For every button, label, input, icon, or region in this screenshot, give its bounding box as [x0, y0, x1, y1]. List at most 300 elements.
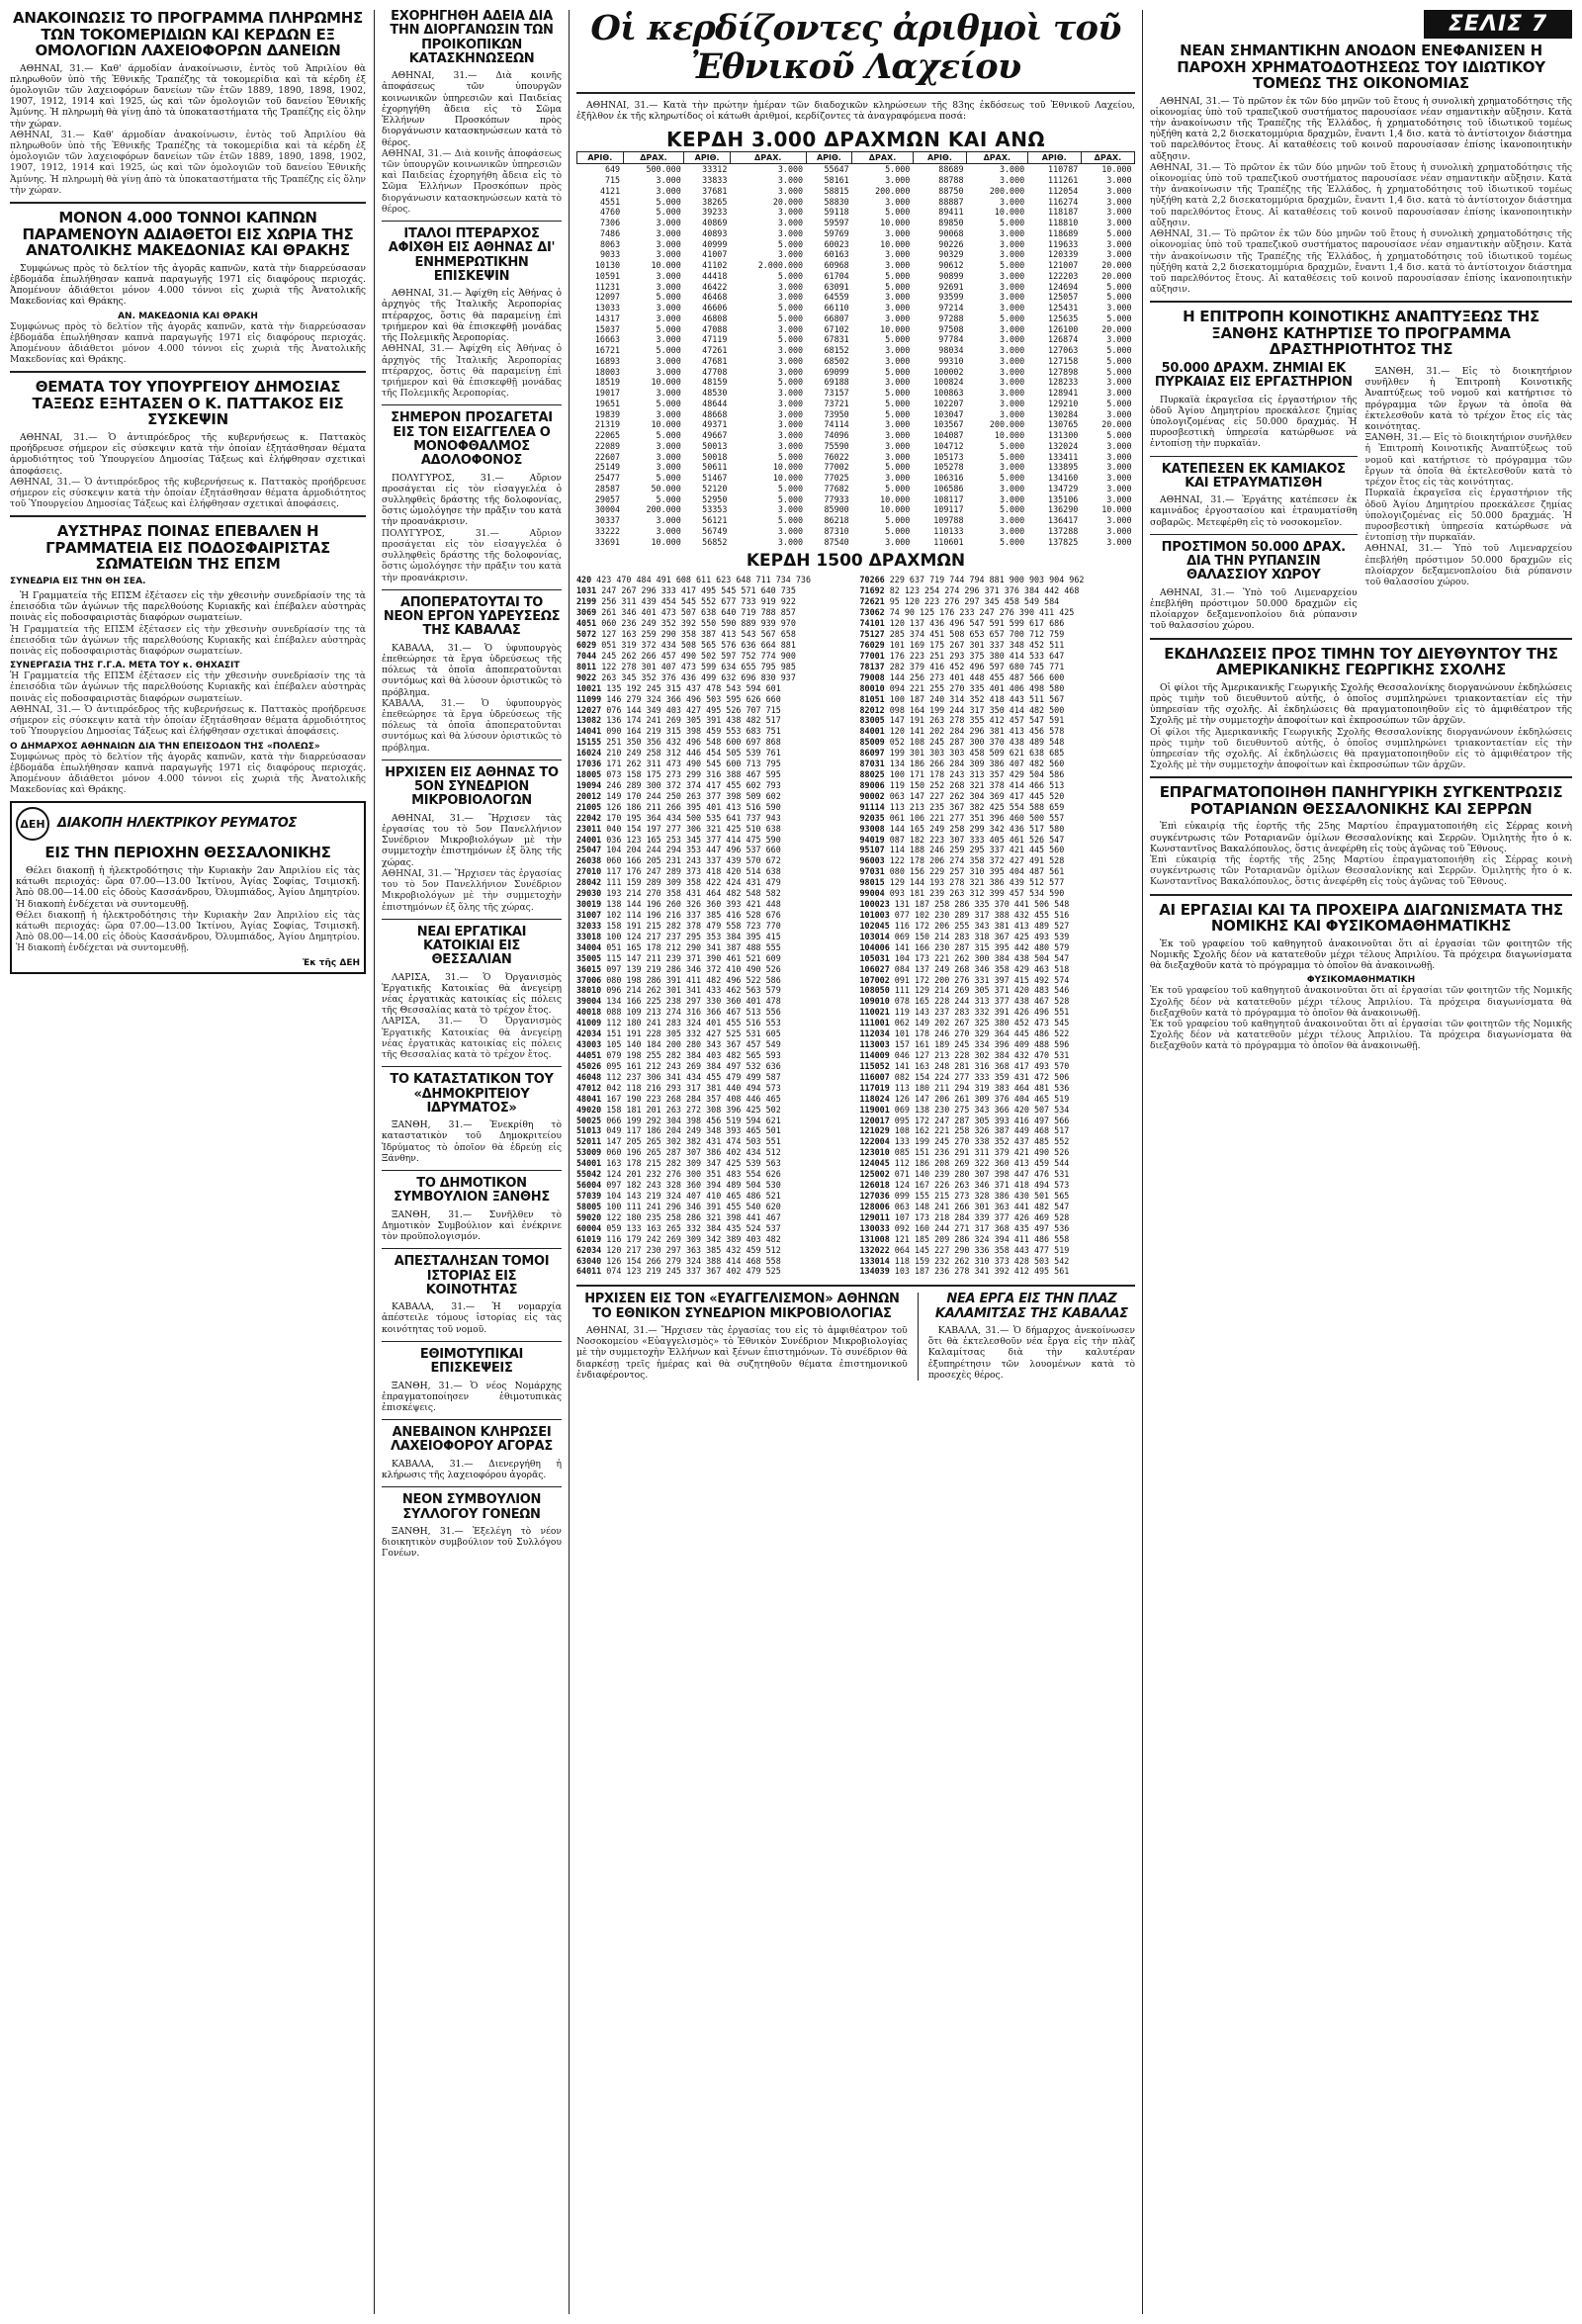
table-cell: 19651 [594, 398, 621, 408]
table-cell: 128941 [1048, 388, 1079, 399]
table-cell: 649 [604, 164, 621, 175]
table-cell: 130284 [1048, 408, 1079, 419]
table-cell: 5.000 [885, 483, 911, 493]
table-cell: 66807 [824, 313, 849, 323]
table-cell: 127063 [1048, 345, 1079, 356]
prize-table [576, 151, 1135, 547]
number-line: 127036 099 155 215 273 328 386 430 501 565 [859, 1190, 1070, 1201]
number-line: 100023 131 187 258 286 335 370 441 506 548 [859, 899, 1070, 910]
number-line: 50025 066 199 292 304 398 456 519 594 621 [576, 1115, 781, 1125]
table-cell: 55647 [824, 164, 849, 175]
number-line: 52011 147 205 265 302 382 431 474 503 551 [576, 1136, 781, 1147]
table-row [577, 271, 1135, 282]
number-line: 124045 112 186 208 269 322 360 413 459 544 [859, 1158, 1070, 1169]
table-cell: 10.000 [772, 462, 804, 473]
table-cell: 49667 [702, 430, 728, 441]
table-cell: 3.000 [656, 525, 681, 536]
table-cell: 22607 [594, 451, 621, 462]
table-cell: 5.000 [777, 238, 804, 249]
number-line: 56004 097 182 243 328 360 394 489 504 530 [576, 1180, 781, 1191]
table-cell: 200.000 [989, 185, 1025, 196]
table-cell: 3.000 [777, 355, 804, 366]
lottery-heading-1500: ΚΕΡΔΗ 1500 ΔΡΑΧΜΩΝ [746, 551, 966, 572]
number-line: 60004 059 133 163 265 332 384 435 524 537 [576, 1222, 781, 1233]
table-cell: 59769 [824, 227, 849, 238]
table-cell: 3.000 [999, 525, 1025, 536]
headline-fell: ΚΑΤΕΠΕΣΕΝ ΕΚ ΚΑΜΙΑΚΟΣ ΚΑΙ ΕΤΡΑΥΜΑΤΙΣΘΗ [1161, 461, 1346, 491]
table-cell: 715 [604, 175, 621, 186]
table-cell: 3.000 [656, 451, 681, 462]
table-row [577, 356, 1135, 367]
headline-parents-association: ΝΕΟΝ ΣΥΜΒΟΥΛΙΟΝ ΣΥΛΛΟΓΟΥ ΓΟΝΕΩΝ [401, 1492, 542, 1522]
prize-table-header: ΔΡΑΧ. [1081, 152, 1134, 164]
table-cell: 127158 [1048, 355, 1079, 366]
table-cell: 46422 [702, 281, 728, 292]
table-cell: 5.000 [777, 515, 804, 526]
table-row [577, 419, 1135, 430]
table-cell: 85900 [824, 504, 849, 515]
number-line: 129011 107 173 218 284 339 377 426 469 528 [859, 1211, 1070, 1222]
lottery-heading-3000: ΚΕΡΔΗ 3.000 ΔΡΑΧΜΩΝ ΚΑΙ ΑΝΩ [666, 128, 1045, 152]
table-cell: 3.000 [1106, 451, 1132, 462]
table-cell: 38265 [702, 196, 728, 207]
prize-table-header: ΔΡΑΧ. [852, 152, 914, 164]
table-cell: 30337 [594, 515, 621, 526]
number-line: 30019 138 144 196 260 326 360 393 421 448 [576, 899, 781, 910]
table-cell: 3.000 [1106, 218, 1132, 228]
table-cell: 121007 [1048, 260, 1079, 271]
number-line: 93008 144 165 249 258 299 342 436 517 580 [859, 823, 1065, 834]
number-line: 92035 061 106 221 277 351 396 460 500 557 [859, 812, 1065, 823]
table-cell: 5.000 [1106, 355, 1132, 366]
number-line: 126018 124 167 226 263 346 371 418 494 573 [859, 1180, 1070, 1191]
table-cell: 200.000 [989, 419, 1025, 430]
table-cell: 52950 [702, 493, 728, 504]
column-divider [1142, 10, 1143, 2314]
table-cell: 3.000 [885, 440, 911, 451]
table-cell: 47681 [702, 355, 728, 366]
table-cell: 3.000 [885, 536, 911, 547]
table-cell: 3.000 [999, 281, 1025, 292]
number-line: 49020 158 181 201 263 272 308 396 425 502 [576, 1104, 781, 1115]
table-cell: 3.000 [777, 249, 804, 260]
table-row [577, 452, 1135, 463]
table-cell: 3.000 [656, 249, 681, 260]
table-cell: 3.000 [999, 408, 1025, 419]
table-row [577, 249, 1135, 260]
number-line: 31007 102 114 196 216 337 385 416 528 676 [576, 910, 781, 921]
prize-table-header: ΔΡΑΧ. [967, 152, 1028, 164]
table-row [577, 367, 1135, 378]
number-line: 26038 060 166 205 231 243 337 439 570 672 [576, 855, 781, 866]
table-cell: 28587 [594, 483, 621, 493]
table-cell: 109788 [933, 515, 964, 526]
table-cell: 33833 [702, 175, 728, 186]
table-cell: 500.000 [646, 164, 681, 175]
table-cell: 104087 [933, 430, 964, 441]
table-cell: 67102 [824, 323, 849, 334]
table-cell: 5.000 [999, 440, 1025, 451]
table-cell: 33312 [702, 164, 728, 175]
number-line: 134039 103 187 236 278 341 392 412 495 561 [859, 1266, 1070, 1277]
number-line: 37006 080 198 286 391 411 482 496 522 586 [576, 974, 781, 985]
table-cell: 58815 [824, 185, 849, 196]
table-row [577, 441, 1135, 452]
table-cell: 3.000 [885, 451, 911, 462]
number-line: 101003 077 102 230 289 317 388 432 455 516 [859, 910, 1070, 921]
number-line: 86097 199 301 303 303 458 509 621 638 685 [859, 748, 1065, 759]
number-line: 90002 063 147 227 262 304 369 417 445 520 [859, 790, 1065, 801]
table-row [577, 537, 1135, 548]
number-line: 119001 069 138 230 275 343 366 420 507 534 [859, 1104, 1070, 1115]
table-cell: 3.000 [1106, 525, 1132, 536]
table-cell: 3.000 [999, 334, 1025, 345]
headline-fire: 50.000 ΔΡΑΧΜ. ΖΗΜΙΑΙ ΕΚ ΠΥΡΚΑΙΑΣ ΕΙΣ ΕΡΓΑΣΤΗΡΙΟΝ [1154, 360, 1353, 391]
table-cell: 109117 [933, 504, 964, 515]
table-cell: 3.000 [777, 175, 804, 186]
table-cell: 130765 [1048, 419, 1079, 430]
table-row [577, 228, 1135, 239]
table-cell: 5.000 [885, 525, 911, 536]
number-line: 61019 116 179 242 269 309 342 389 403 482 [576, 1233, 781, 1244]
table-cell: 3.000 [999, 238, 1025, 249]
table-cell: 3.000 [999, 292, 1025, 303]
table-cell: 73950 [824, 408, 849, 419]
number-line: 81051 100 187 240 314 352 418 443 511 567 [859, 693, 1065, 704]
table-cell: 200.000 [646, 504, 681, 515]
table-row [577, 377, 1135, 388]
table-cell: 3.000 [885, 473, 911, 484]
number-line: 32033 158 191 215 282 378 479 558 723 770 [576, 920, 781, 931]
table-cell: 5.000 [656, 323, 681, 334]
table-cell: 3.000 [1106, 196, 1132, 207]
table-cell: 3.000 [777, 185, 804, 196]
table-row [577, 494, 1135, 505]
table-cell: 106586 [933, 483, 964, 493]
number-line: 83005 147 191 263 278 355 412 457 547 591 [859, 715, 1065, 726]
table-cell: 3.000 [885, 249, 911, 260]
number-line: 125002 071 140 239 280 307 398 447 476 531 [859, 1169, 1070, 1180]
number-line: 80010 094 221 255 270 335 401 406 498 580 [859, 682, 1065, 693]
table-cell: 37681 [702, 185, 728, 196]
power-cut-region: ΕΙΣ ΤΗΝ ΠΕΡΙΟΧΗΝ ΘΕΣΣΑΛΟΝΙΚΗΣ [44, 844, 331, 862]
table-cell: 10.000 [772, 473, 804, 484]
prize-table-header: ΑΡΙΘ. [684, 152, 731, 164]
table-row [577, 409, 1135, 420]
number-line: 120017 095 172 247 287 305 393 416 497 566 [859, 1115, 1070, 1125]
number-line: 133014 118 159 232 262 310 373 428 503 542 [859, 1255, 1070, 1266]
table-cell: 50013 [702, 440, 728, 451]
table-cell: 48668 [702, 408, 728, 419]
headline-law-exams: ΑΙ ΕΡΓΑΣΙΑΙ ΚΑΙ ΤΑ ΠΡΟΧΕΙΡΑ ΔΙΑΓΩΝΙΣΜΑΤΑ ΤΗΣ ΝΟΜΙΚΗΣ ΚΑΙ ΦΥΣΙΚΟΜΑΘΗΜΑΤΙΚΗΣ [1159, 900, 1563, 936]
number-line: 94019 087 182 223 307 333 405 461 526 547 [859, 834, 1065, 845]
number-line: 10021 135 192 245 315 437 478 543 594 601 [576, 682, 781, 693]
number-line: 85009 052 108 245 287 300 370 438 489 548 [859, 737, 1065, 748]
table-cell: 5.000 [1106, 430, 1132, 441]
table-cell: 5.000 [1106, 227, 1132, 238]
table-cell: 3.000 [1106, 440, 1132, 451]
headline-public-order: ΘΕΜΑΤΑ ΤΟΥ ΥΠΟΥΡΓΕΙΟΥ ΔΗΜΟΣΙΑΣ ΤΑΞΕΩΣ ΕΞΗΤΑΣΕΝ Ο Κ. ΠΑΤΤΑΚΟΣ ΕΙΣ ΣΥΣΚΕΨΙΝ [32, 378, 344, 429]
table-cell: 5.000 [885, 398, 911, 408]
number-line: 105031 104 173 221 262 300 384 438 504 547 [859, 952, 1070, 963]
table-cell: 3.000 [777, 164, 804, 175]
table-cell: 3.000 [1106, 536, 1132, 547]
table-cell: 3.000 [777, 536, 804, 547]
table-cell: 50.000 [651, 483, 681, 493]
number-line: 15155 251 350 356 432 496 548 600 697 868 [576, 737, 781, 748]
lottery-masthead: Οἱ κερδίζοντες ἀριθμοὶ τοῦ Ἐθνικοῦ Λαχείου [590, 10, 1121, 87]
subhead-session: ΣΥΝΕΔΡΙΑ ΕΙΣ ΤΗΝ ΘΗ ΣΕΑ. [10, 576, 146, 586]
table-cell: 3.000 [777, 408, 804, 419]
headline-municipal-council: ΤΟ ΔΗΜΟΤΙΚΟΝ ΣΥΜΒΟΥΛΙΟΝ ΞΑΝΘΗΣ [394, 1176, 550, 1206]
table-cell: 47261 [702, 345, 728, 356]
table-cell: 5.000 [656, 345, 681, 356]
table-cell: 25477 [594, 473, 621, 484]
table-cell: 59118 [824, 207, 849, 218]
headline-lottery-market: ΑΝΕΒΑΙΝΟΝ ΚΛΗΡΩΣΕΙ ΛΑΧΕΙΟΦΟΡΟΥ ΑΓΟΡΑΣ [390, 1425, 553, 1455]
table-cell: 16893 [594, 355, 621, 366]
number-line: 6029 051 319 372 434 508 565 576 636 664 881 [576, 639, 796, 650]
table-cell: 69099 [824, 366, 849, 377]
table-cell: 134160 [1048, 473, 1079, 484]
number-line: 38010 096 214 262 301 341 433 462 563 579 [576, 985, 781, 996]
table-cell: 46808 [702, 313, 728, 323]
table-cell: 46468 [702, 292, 728, 303]
table-cell: 135106 [1048, 493, 1079, 504]
table-cell: 10.000 [880, 493, 911, 504]
table-cell: 3.000 [1106, 408, 1132, 419]
number-line: 132022 064 145 227 290 336 358 443 477 519 [859, 1244, 1070, 1255]
number-line: 115052 141 163 248 281 316 368 417 493 570 [859, 1060, 1070, 1071]
number-line: 114009 046 127 213 228 302 384 432 470 531 [859, 1050, 1070, 1060]
table-cell: 118689 [1048, 227, 1079, 238]
number-line: 20012 149 170 244 250 263 377 398 509 602 [576, 790, 781, 801]
table-row [577, 484, 1135, 494]
table-cell: 99310 [938, 355, 964, 366]
table-cell: 118810 [1048, 218, 1079, 228]
table-cell: 47088 [702, 323, 728, 334]
number-line: 4051 060 236 249 352 392 550 590 889 939 970 [576, 618, 796, 629]
table-cell: 53353 [702, 504, 728, 515]
table-row [577, 504, 1135, 515]
headline-rotary: ΕΠΡΑΓΜΑΤΟΠΟΙΗΘΗ ΠΑΝΗΓΥΡΙΚΗ ΣΥΓΚΕΝΤΡΩΣΙΣ ΡΟΤΑΡΙΑΝΩΝ ΘΕΣΣΑΛΟΝΙΚΗΣ ΚΑΙ ΣΕΡΡΩΝ [1159, 783, 1563, 818]
table-cell: 18519 [594, 377, 621, 388]
table-row [577, 207, 1135, 218]
table-cell: 3.000 [999, 462, 1025, 473]
table-cell: 48644 [702, 398, 728, 408]
prize-table-header: ΑΡΙΘ. [1027, 152, 1081, 164]
table-row [577, 334, 1135, 345]
table-cell: 73157 [824, 388, 849, 399]
table-cell: 56749 [702, 525, 728, 536]
table-row [577, 526, 1135, 537]
table-row [577, 164, 1135, 175]
table-cell: 128233 [1048, 377, 1079, 388]
table-cell: 3.000 [777, 419, 804, 430]
table-cell: 100863 [933, 388, 964, 399]
table-cell: 126100 [1048, 323, 1079, 334]
table-cell: 47119 [702, 334, 728, 345]
table-cell: 5.000 [656, 292, 681, 303]
number-line: 11099 146 279 324 366 496 503 595 626 660 [576, 693, 781, 704]
table-cell: 41102 [702, 260, 728, 271]
table-cell: 200.000 [875, 185, 911, 196]
table-row [577, 388, 1135, 399]
table-row [577, 324, 1135, 335]
table-cell: 133411 [1048, 451, 1079, 462]
table-cell: 3.000 [999, 366, 1025, 377]
number-line: 64011 074 123 219 245 337 367 402 479 525 [576, 1266, 781, 1277]
table-cell: 5.000 [999, 313, 1025, 323]
table-cell: 41007 [702, 249, 728, 260]
article-public-order: ΑΘΗΝΑΙ, 31.— Ὁ ἀντιπρόεδρος τῆς κυβερνήσεως κ. Παττακὸς προήδρευσε σήμερον εἰς σύσκεψιν κατὰ τὴν ὁποίαν ἐξητάσθησαν θέματα ἁρμοδιότητος τοῦ Ὑπουργείου Δημοσίας Τάξεως καὶ ἐλήφθησαν σχετικαὶ ἀποφάσεις. [10, 431, 366, 477]
table-cell: 3.000 [1106, 388, 1132, 399]
headline-democritus: ΤΟ ΚΑΤΑΣΤΑΤΙΚΟΝ ΤΟΥ «ΔΗΜΟΚΡΙΤΕΙΟΥ ΙΔΡΥΜΑΤΟΣ» [390, 1072, 554, 1116]
headline-football-penalties: ΑΥΣΤΗΡΑΣ ΠΟΙΝΑΣ ΕΠΕΒΑΛΕΝ Η ΓΡΑΜΜΑΤΕΙΑ ΕΙΣ ΠΟΔΟΣΦΑΙΡΙΣΤΑΣ ΣΩΜΑΤΕΙΩΝ ΤΗΣ ΕΠΣΜ [45, 522, 330, 574]
table-cell: 5.000 [999, 473, 1025, 484]
number-line: 111001 062 149 202 267 325 380 452 473 545 [859, 1018, 1070, 1028]
table-cell: 60163 [824, 249, 849, 260]
table-cell: 3.000 [999, 270, 1025, 281]
table-row [577, 430, 1135, 441]
number-line: 109010 078 165 228 244 313 377 438 467 528 [859, 996, 1070, 1007]
subhead-macedonia-thrace: ΑΝ. ΜΑΚΕΔΟΝΙΑ ΚΑΙ ΘΡΑΚΗ [118, 311, 258, 321]
table-cell: 5.000 [656, 196, 681, 207]
number-line: 35005 115 147 211 239 371 390 461 521 609 [576, 952, 781, 963]
table-cell: 3.000 [656, 366, 681, 377]
table-cell: 3.000 [885, 345, 911, 356]
table-cell: 3.000 [777, 388, 804, 399]
table-row [577, 239, 1135, 250]
page-number-logo: ΣΕΛΙΣ 7 [1424, 10, 1572, 39]
power-cut-title: ΔΙΑΚΟΠΗ ΗΛΕΚΤΡΙΚΟΥ ΡΕΥΜΑΤΟΣ [57, 816, 298, 832]
table-cell: 5.000 [656, 398, 681, 408]
table-cell: 10.000 [880, 504, 911, 515]
table-cell: 10.000 [1101, 164, 1132, 175]
table-cell: 77682 [824, 483, 849, 493]
number-line: 51013 049 117 186 204 249 348 393 465 501 [576, 1125, 781, 1136]
table-cell: 3.000 [999, 175, 1025, 186]
number-line: 122004 133 199 245 270 338 352 437 485 552 [859, 1136, 1070, 1147]
table-cell: 5.000 [777, 334, 804, 345]
number-line: 22042 170 195 364 434 500 535 641 737 943 [576, 812, 781, 823]
table-cell: 10.000 [880, 238, 911, 249]
table-cell: 98034 [938, 345, 964, 356]
number-line: 7044 245 262 266 457 490 502 597 752 774 900 [576, 650, 796, 661]
table-cell: 5.000 [656, 493, 681, 504]
table-cell: 5.000 [885, 281, 911, 292]
deh-logo: ΔΕΗ [16, 807, 49, 841]
article-evangelismos: ΗΡΧΙΣΕΝ ΕΙΣ ΤΟΝ «ΕΥΑΓΓΕΛΙΣΜΟΝ» ΑΘΗΝΩΝ ΤΟ ΕΘΝΙΚΟΝ ΣΥΝΕΔΡΙΟΝ ΜΙΚΡΟΒΙΟΛΟΓΙΑΣ ΑΘΗΝΑΙ, 31.— Ἤρχισεν τὰς ἐργασίας του εἰς τὸ ἀμφιθέατρον τοῦ Νοσοκομείου «Εὐαγγελισμὸς» τὸ Ἐθνικὸν Συνέδριον Μικροβιολογίας μὲ τὴν συμμετοχὴν Ἑλλήνων καὶ ξένων ἐπιστημόνων. Τὸ συνέδριον θὰ διαρκέσῃ τρεῖς ἡμέρας καὶ θὰ συζητηθοῦν θέματα ἐπιστημονικοῦ ἐνδιαφέροντος. [576, 1292, 908, 1381]
table-row [577, 462, 1135, 473]
table-cell: 88788 [938, 175, 964, 186]
table-cell: 125057 [1048, 292, 1079, 303]
number-line: 63040 126 154 266 279 324 388 414 468 558 [576, 1255, 781, 1266]
table-cell: 3.000 [885, 303, 911, 313]
table-cell: 52120 [702, 483, 728, 493]
subhead-mayor: Ο ΔΗΜΑΡΧΟΣ ΑΘΗΝΑΙΩΝ ΔΙΑ ΤΗΝ ΕΠΕΙΣΟΔΟΝ ΤΗΣ «ΠΟΛΕΩΣ» [10, 741, 320, 752]
table-cell: 76022 [824, 451, 849, 462]
number-line: 96003 122 178 206 274 358 372 427 491 528 [859, 855, 1065, 866]
table-cell: 105173 [933, 451, 964, 462]
table-cell: 102207 [933, 398, 964, 408]
table-cell: 5.000 [999, 218, 1025, 228]
number-line: 112034 101 178 246 270 329 364 445 486 522 [859, 1028, 1070, 1039]
prize-table-header: ΑΡΙΘ. [913, 152, 966, 164]
table-cell: 10.000 [651, 419, 681, 430]
table-cell: 5.000 [777, 303, 804, 313]
table-cell: 3.000 [885, 196, 911, 207]
number-line: 99004 093 181 239 263 312 399 457 534 590 [859, 888, 1065, 899]
table-cell: 137825 [1048, 536, 1079, 547]
number-line: 59020 122 180 235 258 286 321 398 441 467 [576, 1211, 781, 1222]
table-cell: 9033 [599, 249, 621, 260]
column-lottery [576, 10, 1135, 2314]
table-cell: 137288 [1048, 525, 1079, 536]
table-cell: 67831 [824, 334, 849, 345]
table-cell: 30004 [594, 504, 621, 515]
table-cell: 66110 [824, 303, 849, 313]
table-cell: 5.000 [885, 462, 911, 473]
table-cell: 3.000 [777, 323, 804, 334]
table-cell: 18003 [594, 366, 621, 377]
table-cell: 10.000 [994, 430, 1025, 441]
table-cell: 5.000 [999, 451, 1025, 462]
table-cell: 3.000 [885, 313, 911, 323]
table-cell: 33691 [594, 536, 621, 547]
number-line: 78137 282 379 416 452 496 597 680 745 771 [859, 661, 1065, 671]
number-line: 82012 098 164 199 244 317 350 414 482 500 [859, 704, 1065, 715]
number-line: 79008 144 256 273 401 448 455 487 566 600 [859, 671, 1065, 682]
table-cell: 5.000 [656, 207, 681, 218]
table-cell: 3.000 [777, 207, 804, 218]
prize-table-header: ΔΡΑΧ. [623, 152, 684, 164]
power-cut-body: Θέλει διακοπῇ ἡ ἠλεκτροδότησις τὴν Κυριακὴν 2αν Ἀπριλίου εἰς τὰς κάτωθι περιοχάς: ὥρα 07.00—13.00 Ἰκτίνου, Ἀγίας Σοφίας, Τσιμισκῆ. Ἀπὸ 08.00—14.00 εἰς ὁδοὺς Κασσάνδρου, Ὀλυμπιάδος, Ἀγίου Δημητρίου. Ἡ διακοπὴ ἐνδέχεται νὰ συντομευθῇ. [16, 864, 360, 910]
number-line: 108050 111 129 214 269 305 371 420 483 546 [859, 985, 1070, 996]
table-cell: 14317 [594, 313, 621, 323]
table-cell: 3.000 [885, 292, 911, 303]
table-cell: 3.000 [885, 175, 911, 186]
number-line: 88025 100 171 178 243 313 357 429 504 586 [859, 769, 1065, 780]
table-cell: 47708 [702, 366, 728, 377]
table-cell: 11231 [594, 281, 621, 292]
table-cell: 3.000 [999, 377, 1025, 388]
headline-fine: ΠΡΟΣΤΙΜΟΝ 50.000 ΔΡΑΧ. ΔΙΑ ΤΗΝ ΡΥΠΑΝΣΙΝ ΘΑΛΑΣΣΙΟΥ ΧΩΡΟΥ [1161, 539, 1346, 583]
table-cell: 127898 [1048, 366, 1079, 377]
table-cell: 125431 [1048, 303, 1079, 313]
table-cell: 10591 [594, 270, 621, 281]
table-cell: 3.000 [656, 218, 681, 228]
table-cell: 25149 [594, 462, 621, 473]
table-cell: 5.000 [656, 473, 681, 484]
table-row [577, 473, 1135, 484]
headline-microbiologists: ΗΡΧΙΣΕΝ ΕΙΣ ΑΘΗΝΑΣ ΤΟ 5ΟΝ ΣΥΝΕΔΡΙΟΝ ΜΙΚΡΟΒΙΟΛΟΓΩΝ [385, 764, 559, 809]
table-cell: 20.000 [1101, 419, 1132, 430]
table-cell: 39233 [702, 207, 728, 218]
table-cell: 10.000 [651, 260, 681, 271]
table-cell: 68502 [824, 355, 849, 366]
table-cell: 20.000 [1101, 323, 1132, 334]
article-tobacco: Συμφώνως πρὸς τὸ δελτίον τῆς ἀγορᾶς καπνῶν, κατὰ τὴν διαρρεύσασαν ἑβδομάδα ἐπωλήθησαν καπνὰ παραγωγῆς 1971 εἰς διαφόρους περιοχάς. Ἀπομένουν ἀδιάθετοι μόνον 4.000 τόννοι εἰς χωριὰ τῆς Ἀνατολικῆς Μακεδονίας καὶ Θράκης. [10, 262, 366, 308]
table-cell: 5.000 [1106, 292, 1132, 303]
headline-water-works: ΑΠΟΠΕΡΑΤΟΥΤΑΙ ΤΟ ΝΕΟΝ ΕΡΓΟΝ ΥΔΡΕΥΣΕΩΣ ΤΗΣ ΚΑΒΑΛΑΣ [383, 594, 561, 639]
table-cell: 119633 [1048, 238, 1079, 249]
number-line: 18005 073 158 175 273 299 316 388 467 595 [576, 769, 781, 780]
headline-scout-camps: ΕΧΟΡΗΓΗΘΗ ΑΔΕΙΑ ΔΙΑ ΤΗΝ ΔΙΟΡΓΑΝΩΣΙΝ ΤΩΝ ΠΡΟΙΚΟΠΙΚΩΝ ΚΑΤΑΣΚΗΝΩΣΕΩΝ [390, 10, 554, 66]
table-cell: 60968 [824, 260, 849, 271]
number-line: 28042 111 159 289 309 358 422 424 431 479 [576, 877, 781, 888]
table-cell: 103567 [933, 419, 964, 430]
